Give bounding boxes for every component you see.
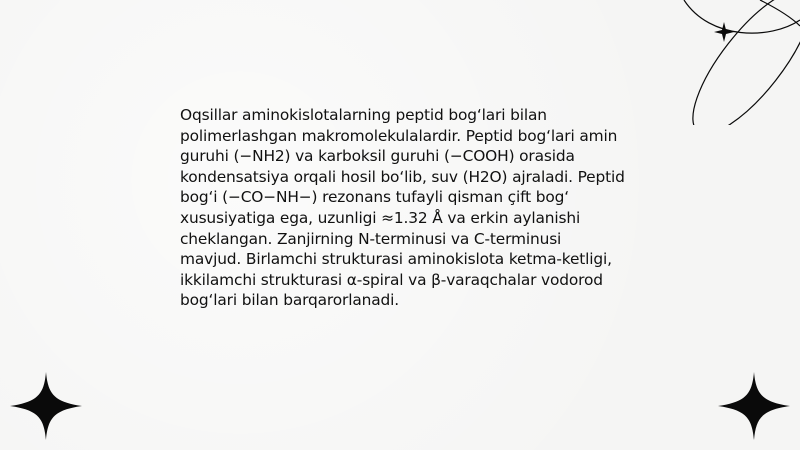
orbit-sparkle-icon [660,0,800,125]
four-point-star-icon [718,372,790,440]
four-point-star-icon [10,372,82,440]
body-paragraph: Oqsillar aminokislotalarning peptid bog‘lari bilan polimerlashgan makromolekulalardir. Peptid bog‘lari amin guruhi (−NH2) va karboksil guruhi (−COOH) orasida kondensatsiya orqali hosil bo‘lib, suv (H2O) ajraladi. Peptid bog‘i (−CO−NH−) rezonans tufayli qisman çift bog‘ xususiyatiga ega, uzunligi ≈1.32 Å va erkin aylanishi cheklangan. Zanjirning N-terminusi va C-terminusi mavjud. Birlamchi strukturasi aminokislota ketma-ketligi, ikkilamchi strukturasi α-spiral va β-varaqchalar vodorod bog‘lari bilan barqarorlanadi. [180,106,625,310]
